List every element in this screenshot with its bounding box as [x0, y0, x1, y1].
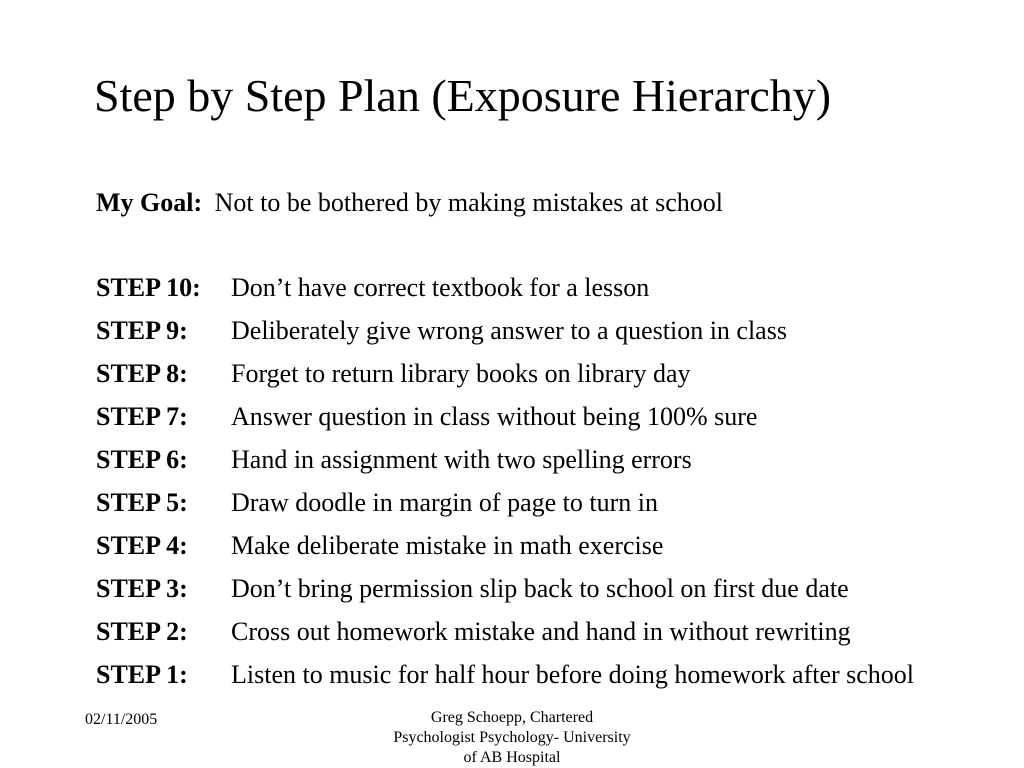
step-row-6 [96, 442, 956, 485]
step-label: STEP 5: [96, 488, 188, 517]
steps-list [96, 270, 956, 693]
slide-title: Step by Step Plan (Exposure Hierarchy) [94, 70, 832, 121]
step-text: Deliberately give wrong answer to a question in class [231, 316, 787, 345]
step-row-7 [96, 399, 956, 442]
step-label: STEP 3: [96, 574, 188, 603]
step-text: Listen to music for half hour before doing homework after school [231, 660, 915, 689]
step-text: Don’t bring permission slip back to school on first due date [231, 574, 849, 603]
goal-text: Not to be bothered by making mistakes at school [214, 188, 724, 217]
step-label: STEP 6: [96, 445, 188, 474]
goal-line [96, 185, 723, 221]
step-text: Hand in assignment with two spelling errors [231, 445, 692, 474]
footer-date: 02/11/2005 [85, 711, 158, 728]
step-row-8 [96, 356, 956, 399]
step-text: Don’t have correct textbook for a lesson [231, 273, 650, 302]
step-row-4 [96, 528, 956, 571]
step-row-1 [96, 657, 956, 693]
step-text: Forget to return library books on library day [231, 359, 691, 388]
step-label: STEP 1: [96, 660, 188, 689]
step-row-10 [96, 270, 956, 313]
step-row-3 [96, 571, 956, 614]
step-label: STEP 2: [96, 617, 188, 646]
step-text: Make deliberate mistake in math exercise [231, 531, 664, 560]
step-label: STEP 7: [96, 402, 188, 431]
step-text: Answer question in class without being 100% sure [231, 402, 758, 431]
step-label: STEP 4: [96, 531, 188, 560]
step-row-2 [96, 614, 956, 657]
step-text: Cross out homework mistake and hand in without rewriting [231, 617, 851, 646]
step-row-5 [96, 485, 956, 528]
footer-author: Greg Schoepp, Chartered Psychologist Psychology- University of AB Hospital [393, 709, 631, 766]
step-text: Draw doodle in margin of page to turn in [231, 488, 658, 517]
step-row-9 [96, 313, 956, 356]
step-label: STEP 8: [96, 359, 188, 388]
step-label: STEP 9: [96, 316, 188, 345]
goal-label: My Goal: [96, 188, 203, 217]
step-label: STEP 10: [96, 273, 201, 302]
